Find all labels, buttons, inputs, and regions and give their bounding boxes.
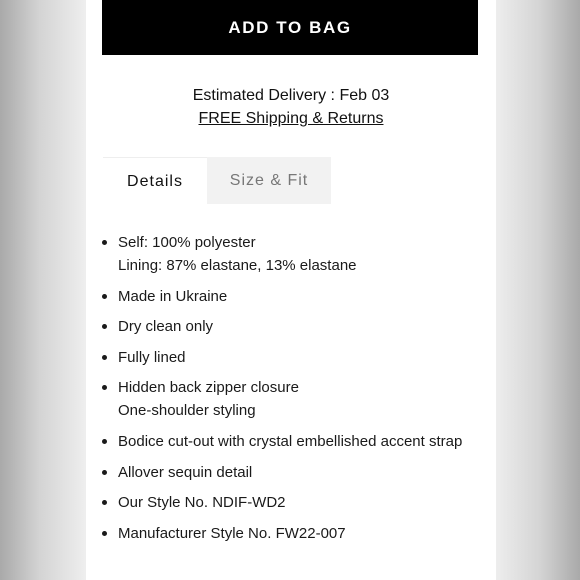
details-list — [86, 231, 496, 552]
product-info-tabs — [103, 157, 331, 204]
tab-details[interactable]: Details — [103, 157, 207, 204]
detail-text: One-shoulder styling — [118, 402, 256, 420]
delivery-info — [86, 86, 496, 129]
bullet-icon — [102, 439, 107, 444]
detail-text: Manufacturer Style No. FW22-007 — [118, 524, 346, 542]
list-item — [86, 522, 496, 545]
detail-text: Hidden back zipper closure — [118, 379, 299, 397]
list-item — [86, 346, 496, 369]
detail-text: Dry clean only — [118, 318, 214, 336]
bullet-icon — [102, 500, 107, 505]
list-item — [86, 231, 496, 277]
bullet-icon — [102, 385, 107, 390]
tab-size-and-fit[interactable]: Size & Fit — [207, 157, 331, 204]
product-details-panel — [86, 0, 496, 580]
list-item — [86, 461, 496, 484]
bullet-icon — [102, 470, 107, 475]
detail-text: Allover sequin detail — [118, 463, 253, 481]
detail-text: Self: 100% polyester — [118, 234, 256, 251]
add-to-bag-button[interactable]: ADD TO BAG — [102, 0, 478, 55]
detail-text: Bodice cut-out with crystal embellished accent strap — [118, 432, 463, 450]
detail-text: Fully lined — [118, 348, 186, 366]
bullet-icon — [102, 240, 107, 245]
list-item — [86, 376, 496, 422]
free-shipping-returns-link[interactable]: FREE Shipping & Returns — [198, 110, 384, 127]
detail-text: Made in Ukraine — [118, 287, 228, 305]
estimated-delivery-text: Estimated Delivery : Feb 03 — [192, 87, 390, 104]
bullet-icon — [102, 355, 107, 360]
bullet-icon — [102, 324, 107, 329]
list-item — [86, 315, 496, 338]
detail-text: Lining: 87% elastane, 13% elastane — [118, 257, 357, 274]
list-item — [86, 285, 496, 308]
list-item — [86, 430, 496, 453]
bullet-icon — [102, 531, 107, 536]
detail-text: Our Style No. NDIF-WD2 — [118, 494, 286, 512]
bullet-icon — [102, 294, 107, 299]
list-item — [86, 491, 496, 514]
